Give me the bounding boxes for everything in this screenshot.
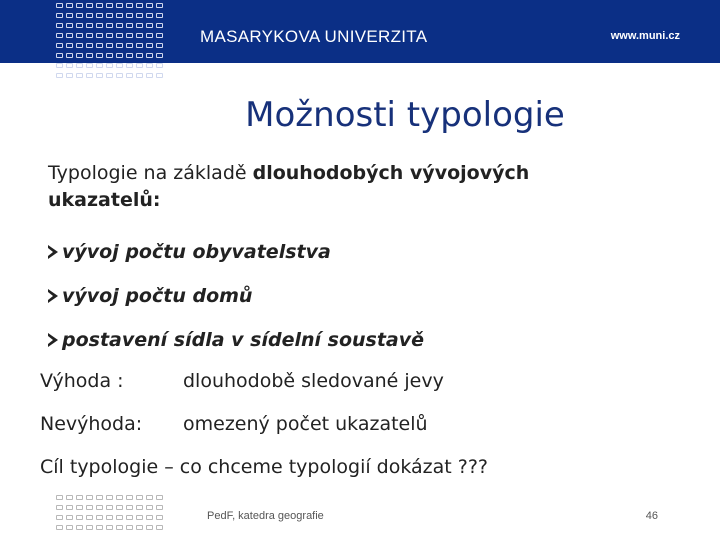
logo-dot — [116, 515, 123, 520]
logo-dot — [116, 525, 123, 530]
logo-dot — [116, 63, 123, 68]
logo-dot — [106, 525, 113, 530]
logo-dot — [96, 33, 103, 38]
logo-dot — [136, 43, 143, 48]
logo-dot — [76, 23, 83, 28]
logo-dot — [86, 495, 93, 500]
logo-dot — [146, 505, 153, 510]
logo-dot — [116, 3, 123, 8]
logo-dot — [106, 53, 113, 58]
logo-dot — [86, 73, 93, 78]
logo-dot — [86, 43, 93, 48]
disadvantage-value: omezený počet ukazatelů — [183, 413, 428, 435]
logo-dot — [136, 53, 143, 58]
logo-dot — [136, 23, 143, 28]
logo-dot — [76, 505, 83, 510]
logo-dot — [106, 495, 113, 500]
logo-dot — [156, 73, 163, 78]
goal-text: Cíl typologie – co chceme typologií dokázat ??? — [40, 456, 489, 478]
logo-dot — [56, 33, 63, 38]
logo-dot — [86, 525, 93, 530]
advantage-row — [40, 370, 444, 392]
logo-dot — [106, 23, 113, 28]
logo-dot — [146, 63, 153, 68]
logo-dot — [146, 495, 153, 500]
logo-dot — [66, 63, 73, 68]
logo-dot — [136, 525, 143, 530]
slide-title: Možnosti typologie — [245, 95, 565, 135]
intro-bold-2: ukazatelů: — [48, 189, 161, 211]
logo-dot — [56, 515, 63, 520]
logo-dot — [116, 13, 123, 18]
logo-dot — [136, 13, 143, 18]
logo-dot — [156, 3, 163, 8]
logo-dot — [136, 515, 143, 520]
logo-dot — [156, 505, 163, 510]
logo-dot — [96, 23, 103, 28]
logo-dot — [76, 53, 83, 58]
bullet-text: vývoj počtu domů — [62, 285, 253, 307]
logo-dot — [56, 3, 63, 8]
logo-dot — [86, 515, 93, 520]
logo-dot — [96, 495, 103, 500]
logo-dot — [156, 23, 163, 28]
logo-dot — [106, 33, 113, 38]
logo-dot — [96, 63, 103, 68]
logo-dot — [136, 3, 143, 8]
logo-dot — [156, 43, 163, 48]
logo-dot — [136, 495, 143, 500]
logo-dot — [96, 73, 103, 78]
logo-dot — [76, 495, 83, 500]
logo-dot — [66, 525, 73, 530]
logo-dot — [116, 33, 123, 38]
logo-dot — [146, 3, 153, 8]
logo-dot — [116, 43, 123, 48]
university-url[interactable]: www.muni.cz — [610, 30, 680, 42]
logo-dot — [76, 73, 83, 78]
arrow-bullet-icon — [48, 289, 58, 303]
logo-dot — [96, 525, 103, 530]
logo-dot — [116, 23, 123, 28]
logo-dot — [126, 515, 133, 520]
logo-dot — [66, 505, 73, 510]
logo-dot — [126, 73, 133, 78]
logo-dot — [66, 33, 73, 38]
disadvantage-row — [40, 413, 428, 435]
logo-dot — [56, 495, 63, 500]
logo-dot — [96, 515, 103, 520]
logo-dot — [56, 43, 63, 48]
logo-dot — [156, 495, 163, 500]
logo-dot — [116, 53, 123, 58]
logo-dot — [116, 73, 123, 78]
logo-dot — [76, 515, 83, 520]
logo-dot — [126, 495, 133, 500]
bullet-item — [48, 230, 424, 274]
bullet-text: postavení sídla v sídelní soustavě — [62, 329, 425, 351]
logo-dot — [56, 23, 63, 28]
logo-dot — [56, 13, 63, 18]
logo-dot — [156, 515, 163, 520]
logo-dot — [136, 63, 143, 68]
logo-dot — [126, 43, 133, 48]
logo-dot — [146, 53, 153, 58]
footer-department: PedF, katedra geografie — [207, 510, 324, 522]
logo-dot — [76, 63, 83, 68]
logo-dot — [96, 43, 103, 48]
logo-dot — [126, 505, 133, 510]
logo-dot — [146, 43, 153, 48]
logo-dot — [106, 43, 113, 48]
logo-dot — [76, 525, 83, 530]
logo-dot — [136, 73, 143, 78]
logo-dot — [156, 53, 163, 58]
logo-dot — [136, 33, 143, 38]
logo-dot — [86, 63, 93, 68]
logo-dot — [126, 53, 133, 58]
logo-dot — [66, 495, 73, 500]
logo-dot — [96, 13, 103, 18]
logo-dot — [66, 43, 73, 48]
logo-dot — [156, 13, 163, 18]
logo-dot — [136, 505, 143, 510]
logo-dot — [126, 13, 133, 18]
logo-dot — [126, 63, 133, 68]
university-logo-dots — [55, 1, 165, 81]
logo-dot — [76, 3, 83, 8]
logo-dot — [126, 3, 133, 8]
logo-dot — [96, 3, 103, 8]
header-banner — [0, 0, 720, 63]
logo-dot — [106, 3, 113, 8]
intro-text — [48, 160, 648, 214]
logo-dot — [126, 33, 133, 38]
logo-dot — [116, 505, 123, 510]
logo-dot — [66, 515, 73, 520]
logo-dot — [66, 23, 73, 28]
logo-dot — [156, 63, 163, 68]
bullet-item — [48, 274, 424, 318]
logo-dot — [76, 33, 83, 38]
logo-dot — [146, 13, 153, 18]
logo-dot — [146, 515, 153, 520]
logo-dot — [86, 505, 93, 510]
logo-dot — [106, 63, 113, 68]
logo-dot — [86, 33, 93, 38]
logo-dot — [76, 43, 83, 48]
logo-dot — [106, 515, 113, 520]
arrow-bullet-icon — [48, 245, 58, 259]
logo-dot — [76, 13, 83, 18]
intro-plain: Typologie na základě — [48, 162, 253, 184]
logo-dot — [116, 495, 123, 500]
logo-dot — [146, 73, 153, 78]
logo-dot — [146, 525, 153, 530]
intro-bold-1: dlouhodobých vývojových — [252, 162, 530, 184]
logo-dot — [146, 23, 153, 28]
logo-dot — [106, 13, 113, 18]
logo-dot — [66, 13, 73, 18]
page-number: 46 — [645, 510, 658, 522]
logo-dot — [86, 53, 93, 58]
bullet-text: vývoj počtu obyvatelstva — [62, 241, 331, 263]
advantage-value: dlouhodobě sledované jevy — [183, 370, 444, 392]
logo-dot — [66, 3, 73, 8]
university-name: MASARYKOVA UNIVERZITA — [200, 27, 428, 46]
bullet-item — [48, 318, 424, 362]
logo-dot — [126, 525, 133, 530]
logo-dot — [96, 53, 103, 58]
logo-dot — [56, 505, 63, 510]
logo-dot — [56, 73, 63, 78]
logo-dot — [106, 505, 113, 510]
logo-dot — [106, 73, 113, 78]
logo-dot — [126, 23, 133, 28]
logo-dot — [156, 525, 163, 530]
footer-logo-dots — [55, 493, 165, 533]
logo-dot — [66, 53, 73, 58]
logo-dot — [86, 3, 93, 8]
bullet-list — [48, 230, 424, 362]
logo-dot — [96, 505, 103, 510]
arrow-bullet-icon — [48, 333, 58, 347]
logo-dot — [56, 63, 63, 68]
logo-dot — [156, 33, 163, 38]
disadvantage-label: Nevýhoda: — [40, 413, 143, 435]
logo-dot — [146, 33, 153, 38]
logo-dot — [56, 525, 63, 530]
logo-dot — [86, 13, 93, 18]
logo-dot — [56, 53, 63, 58]
logo-dot — [86, 23, 93, 28]
logo-dot — [66, 73, 73, 78]
advantage-label: Výhoda : — [40, 370, 124, 392]
